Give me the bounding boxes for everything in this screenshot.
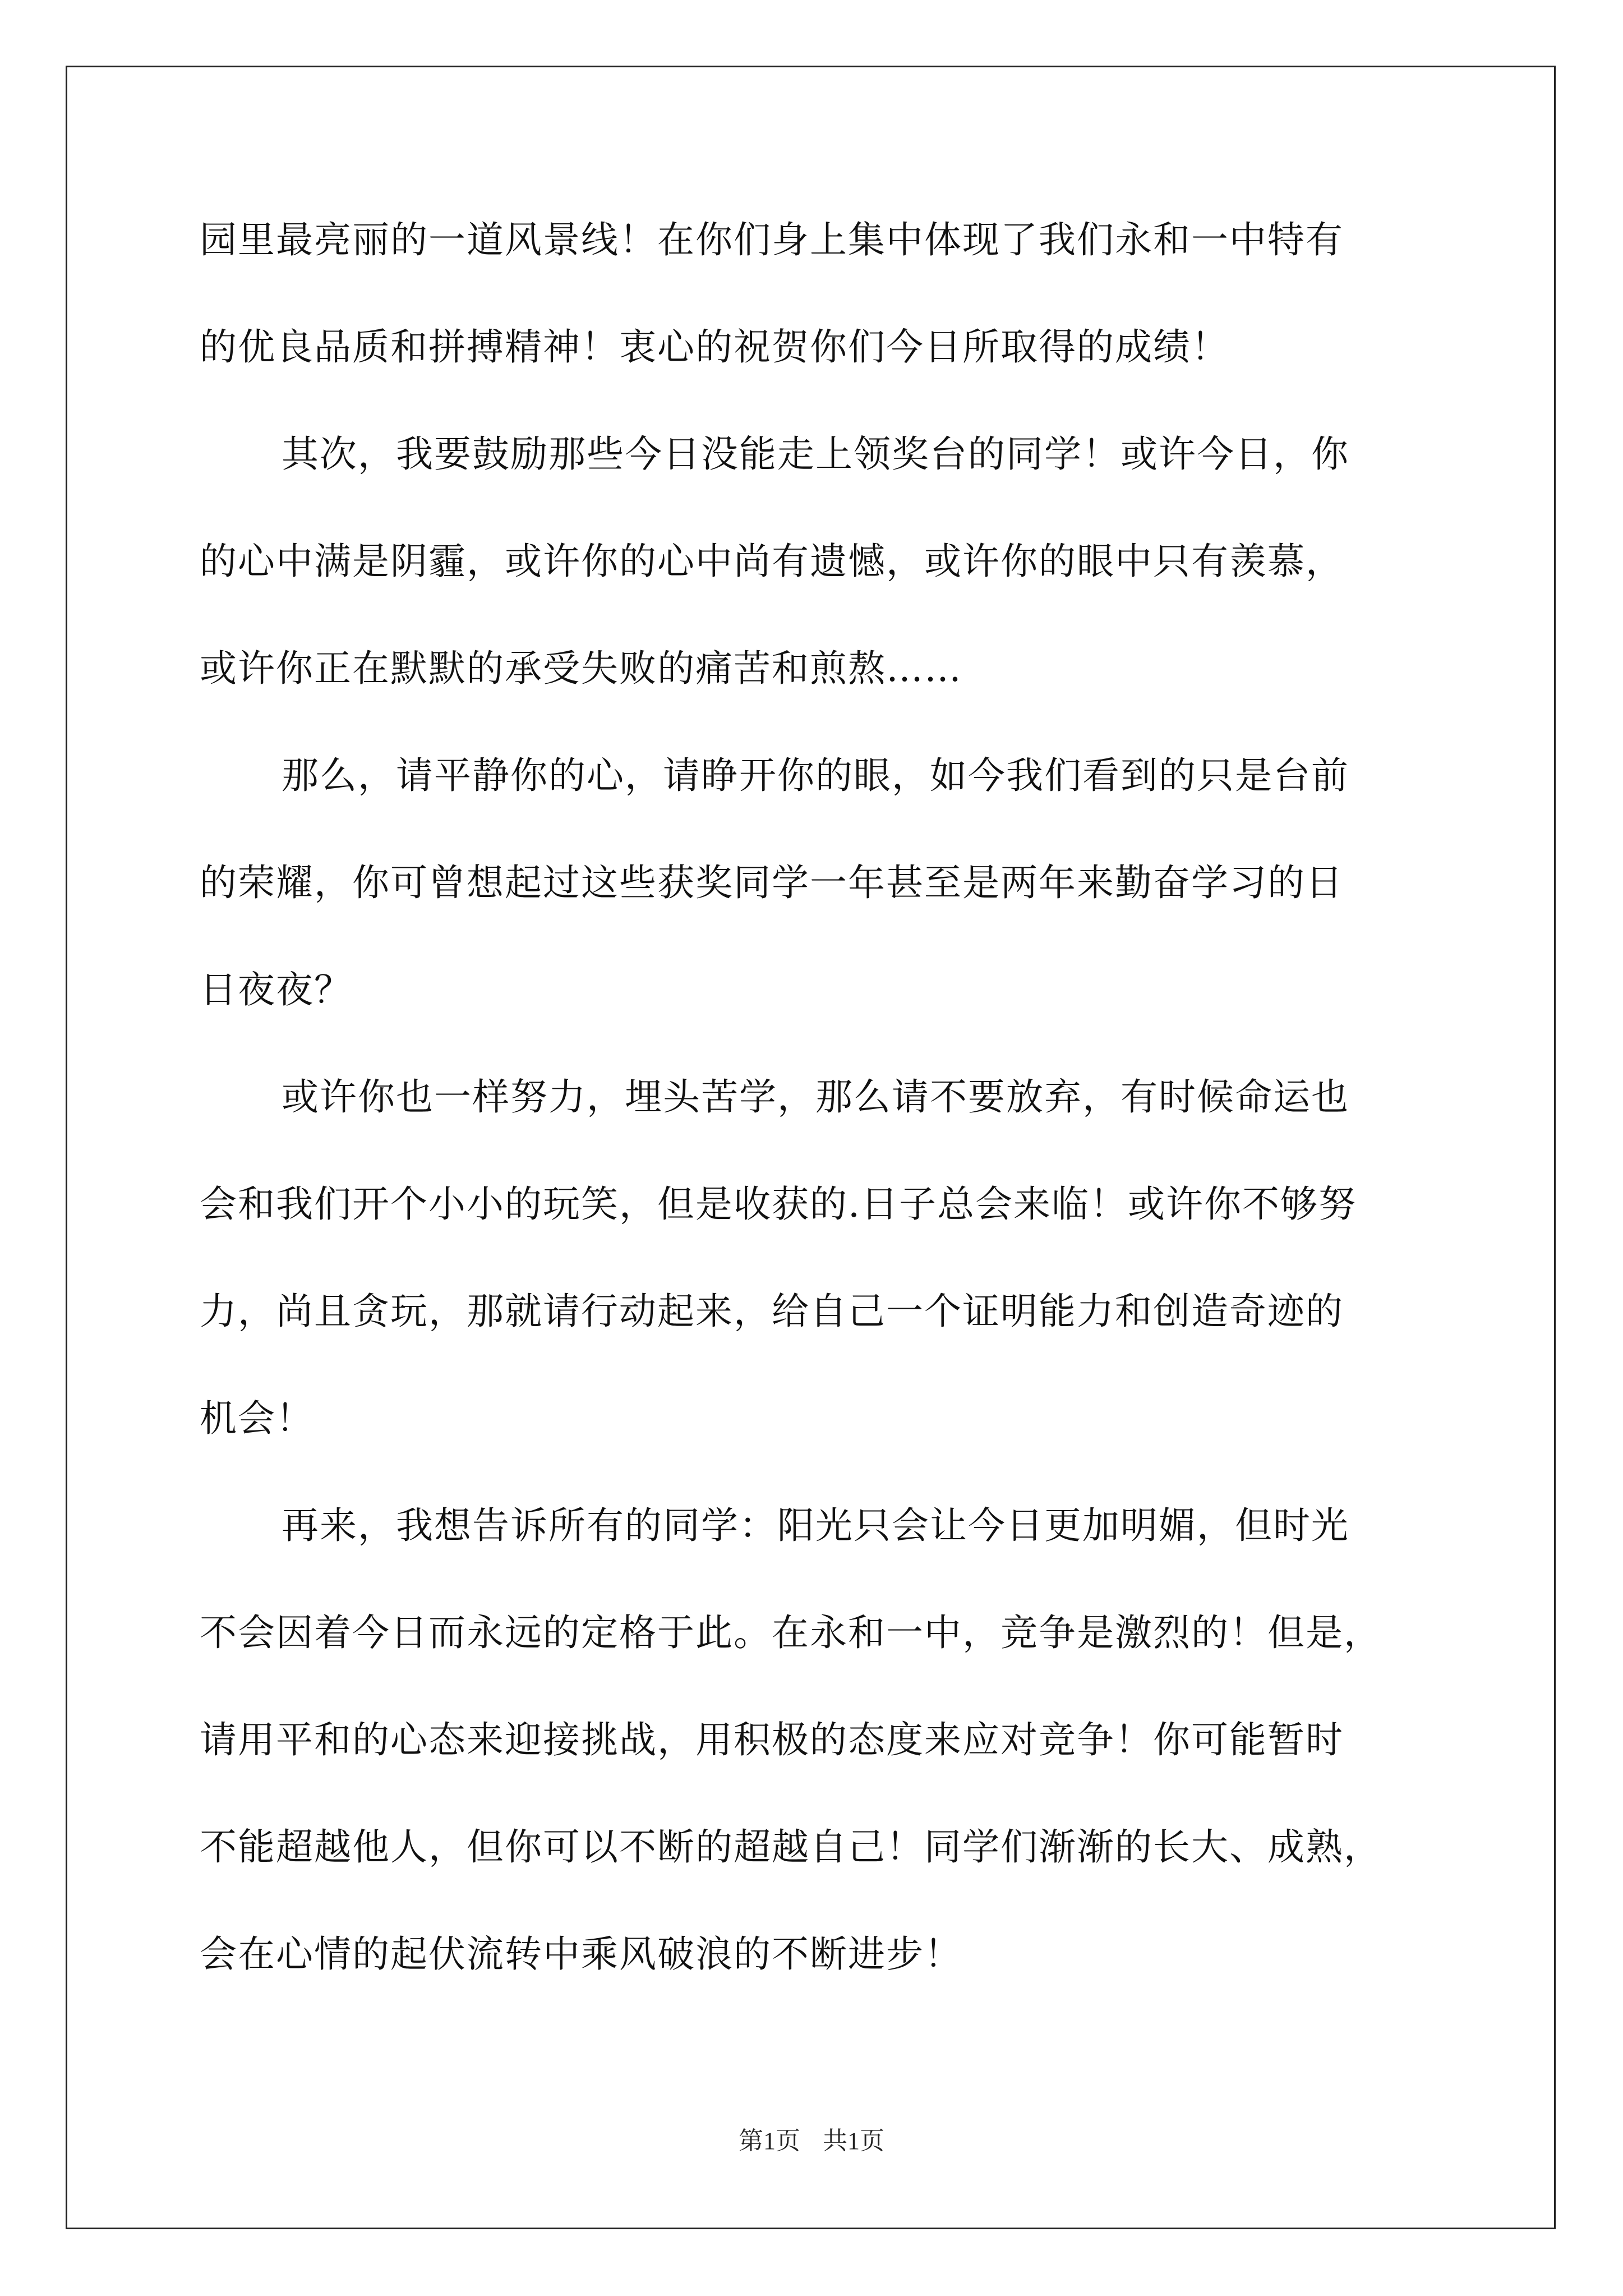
text-line: 请用平和的心态来迎接挑战，用积极的态度来应对竞争！你可能暂时 xyxy=(200,1718,1344,1761)
text-line: 力，尚且贪玩，那就请行动起来，给自己一个证明能力和创造奇迹的 xyxy=(200,1290,1344,1333)
paragraph-first-line: 那么，请平静你的心，请睁开你的眼，如今我们看到的只是台前 xyxy=(282,754,1349,797)
page-total: 共1页 xyxy=(823,2127,884,2155)
text-line: 会和我们开个小小的玩笑，但是收获的.日子总会来临！或许你不够努 xyxy=(200,1182,1357,1226)
text-line: 的心中满是阴霾，或许你的心中尚有遗憾，或许你的眼中只有羡慕， xyxy=(200,540,1344,583)
page-number: 第1页 xyxy=(739,2127,800,2155)
paragraph-first-line: 或许你也一样努力，埋头苦学，那么请不要放弃，有时候命运也 xyxy=(282,1075,1349,1119)
text-line: 的优良品质和拼搏精神！衷心的祝贺你们今日所取得的成绩！ xyxy=(200,325,1229,369)
text-line: 会在心情的起伏流转中乘风破浪的不断进步！ xyxy=(200,1932,962,1976)
paragraph-first-line: 其次，我要鼓励那些今日没能走上领奖台的同学！或许今日，你 xyxy=(282,432,1349,476)
text-line: 不会因着今日而永远的定格于此。在永和一中，竞争是激烈的！但是， xyxy=(200,1611,1382,1654)
page-footer xyxy=(0,2120,1623,2156)
text-line: 的荣耀，你可曾想起过这些获奖同学一年甚至是两年来勤奋学习的日 xyxy=(200,861,1344,904)
text-line: 或许你正在默默的承受失败的痛苦和煎熬…… xyxy=(200,647,962,690)
text-line: 不能超越他人，但你可以不断的超越自己！同学们渐渐的长大、成熟， xyxy=(200,1825,1382,1869)
document-body xyxy=(200,218,1433,2043)
text-line: 机会！ xyxy=(200,1397,314,1440)
paragraph-first-line: 再来，我想告诉所有的同学：阳光只会让今日更加明媚，但时光 xyxy=(282,1504,1349,1547)
text-line: 日夜夜？ xyxy=(200,968,352,1011)
text-line: 园里最亮丽的一道风景线！在你们身上集中体现了我们永和一中特有 xyxy=(200,218,1344,261)
